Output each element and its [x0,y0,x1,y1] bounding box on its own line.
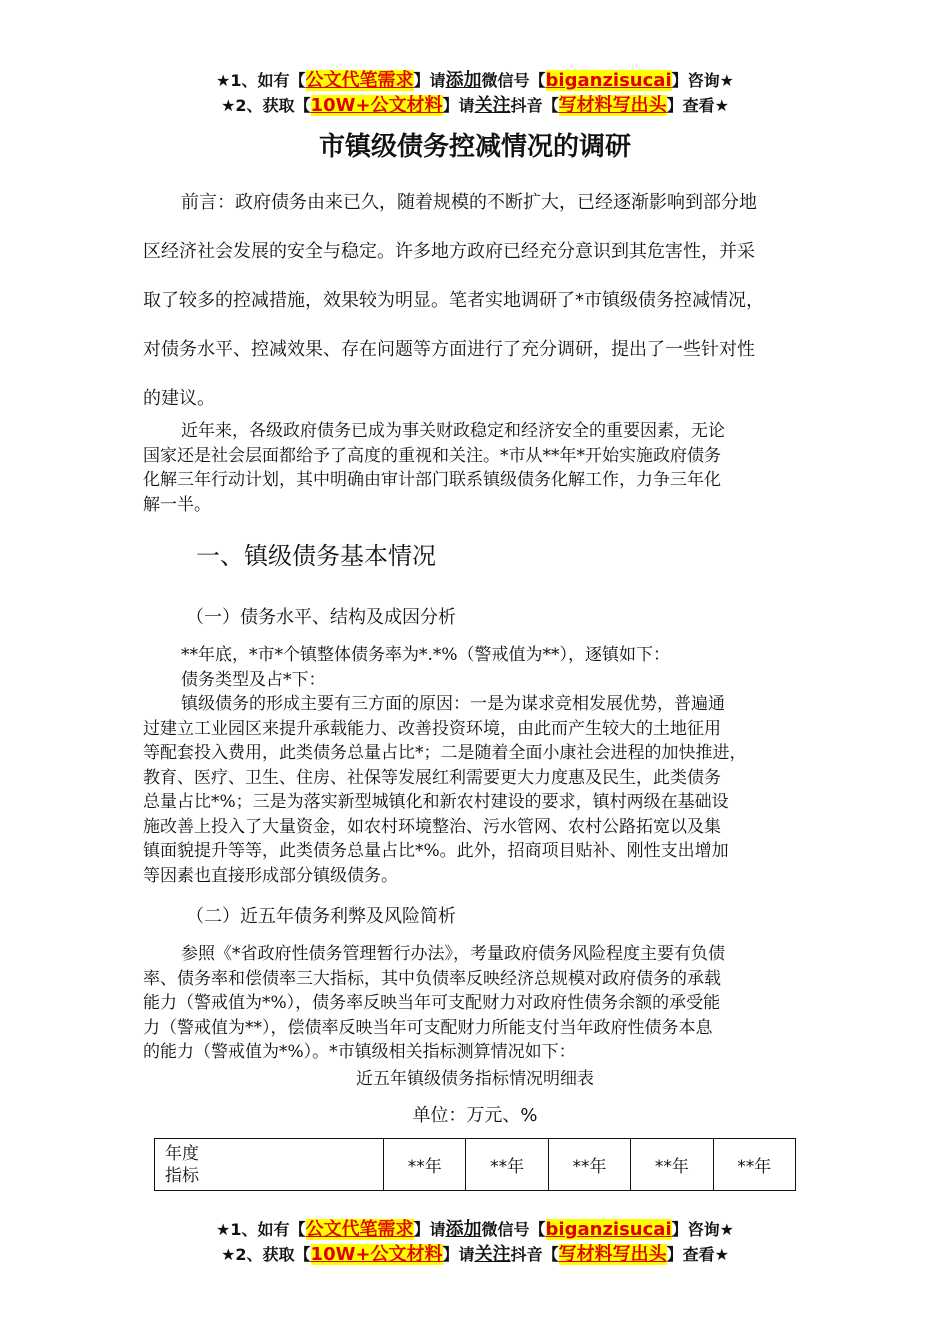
banner-highlight: 公文代笔需求 [305,1219,414,1240]
paragraph-line: 近年来，各级政府债务已成为事关财政稳定和经济安全的重要因素，无论 [181,421,725,441]
banner-text: ★1、如有【 [216,71,306,90]
paragraph-line: 债务类型及占*下： [181,669,326,690]
body-paragraph-3 [143,942,815,1065]
header-year-label: 年度 [165,1143,199,1164]
table-header-year: **年 [466,1139,548,1191]
banner-text: 】请 [442,96,475,115]
table-caption: 近五年镇级债务指标情况明细表 [356,1069,594,1089]
header-indicator-label: 指标 [165,1165,199,1186]
table-header-year: **年 [631,1139,713,1191]
paragraph-line: 力（警戒值为**），偿债率反映当年可支配财力所能支付当年政府性债务本息 [143,1017,713,1038]
banner-emphasis: 添加 [445,1219,482,1240]
banner-emphasis: 添加 [445,70,482,91]
subsection-heading-2: （二）近五年债务利弊及风险简析 [186,906,456,927]
banner-text: 】请 [413,1220,446,1239]
document-title: 市镇级债务控减情况的调研 [318,132,631,162]
promo-banner-top-line1 [0,70,950,92]
banner-text: 】查看★ [666,1245,729,1264]
intro-line: 的建议。 [143,388,215,409]
table-header-year: **年 [713,1139,795,1191]
paragraph-line: 国家还是社会层面都给予了高度的重视和关注。*市从**年*开始实施政府债务 [143,445,721,466]
table-row [155,1139,796,1191]
banner-highlight-wechat-id: biganzisucai [545,1219,672,1240]
paragraph-line: 能力（警戒值为*%），债务率反映当年可支配财力对政府性债务余额的承受能 [143,993,721,1013]
table-header-diagonal-cell [155,1139,384,1191]
banner-text: 抖音【 [510,96,559,115]
paragraph-line: 等因素也直接形成部分镇级债务。 [143,865,398,886]
section-heading-1: 一、镇级债务基本情况 [196,542,436,570]
paragraph-line: 等配套投入费用，此类债务总量占比*；二是随着全面小康社会进程的加快推进， [143,743,747,763]
paragraph-line: 镇面貌提升等等，此类债务总量占比*%。此外，招商项目贴补、刚性支出增加 [143,841,729,861]
paragraph-line: 率、债务率和偿债率三大指标，其中负债率反映经济总规模对政府债务的承载 [143,968,721,989]
intro-line: 区经济社会发展的安全与稳定。许多地方政府已经充分意识到其危害性，并采 [143,241,755,262]
banner-highlight-douyin-id: 写材料写出头 [558,1244,667,1265]
banner-highlight: 10W+公文材料 [310,95,443,116]
paragraph-line: 总量占比*%；三是为落实新型城镇化和新农村建设的要求，镇村两级在基础设 [143,792,729,812]
banner-highlight-wechat-id: biganzisucai [545,70,672,91]
banner-text: 】咨询★ [671,71,734,90]
intro-paragraph [143,178,808,423]
promo-banner-bottom-line1 [0,1219,950,1241]
intro-line: 对债务水平、控减效果、存在问题等方面进行了充分调研，提出了一些针对性 [143,339,755,360]
paragraph-line: 过建立工业园区来提升承载能力、改善投资环境，由此而产生较大的土地征用 [143,718,721,739]
banner-text: 抖音【 [510,1245,559,1264]
banner-text: ★1、如有【 [216,1220,306,1239]
banner-emphasis: 关注 [474,1244,511,1265]
subsection-heading-1: （一）债务水平、结构及成因分析 [186,607,456,628]
banner-text: 微信号【 [481,71,546,90]
table-header-year: **年 [384,1139,466,1191]
table-header-year: **年 [548,1139,630,1191]
banner-text: 】咨询★ [671,1220,734,1239]
paragraph-line: 解一半。 [143,494,211,515]
paragraph-line: 施改善上投入了大量资金，如农村环境整治、污水管网、农村公路拓宽以及集 [143,816,721,837]
paragraph-line: 参照《*省政府性债务管理暂行办法》，考量政府债务风险程度主要有负债 [181,944,725,964]
promo-banner-bottom-line2 [0,1244,950,1266]
intro-line: 前言：政府债务由来已久，随着规模的不断扩大，已经逐渐影响到部分地 [181,192,757,213]
banner-text: 微信号【 [481,1220,546,1239]
table-unit: 单位：万元、% [412,1105,538,1126]
banner-highlight-douyin-id: 写材料写出头 [558,95,667,116]
paragraph-line: 化解三年行动计划，其中明确由审计部门联系镇级债务化解工作，力争三年化 [143,470,721,490]
body-paragraph-2 [143,643,815,888]
banner-highlight: 10W+公文材料 [310,1244,443,1265]
banner-text: ★2、获取【 [221,1245,311,1264]
banner-text: 】查看★ [666,96,729,115]
banner-text: 】请 [413,71,446,90]
paragraph-line: **年底，*市*个镇整体债务率为*.*%（警戒值为**），逐镇如下： [181,645,671,665]
banner-emphasis: 关注 [474,95,511,116]
body-paragraph-1 [143,419,815,517]
banner-text: 】请 [442,1245,475,1264]
intro-line: 取了较多的控减措施，效果较为明显。笔者实地调研了*市镇级债务控减情况， [143,290,764,311]
paragraph-line: 教育、医疗、卫生、住房、社保等发展红利需要更大力度惠及民生，此类债务 [143,767,721,788]
debt-indicator-table [154,1138,796,1191]
paragraph-line: 镇级债务的形成主要有三方面的原因：一是为谋求竞相发展优势，普遍通 [181,694,725,714]
paragraph-line: 的能力（警戒值为*%）。*市镇级相关指标测算情况如下： [143,1042,576,1062]
promo-banner-top-line2 [0,95,950,117]
banner-text: ★2、获取【 [221,96,311,115]
banner-highlight: 公文代笔需求 [305,70,414,91]
